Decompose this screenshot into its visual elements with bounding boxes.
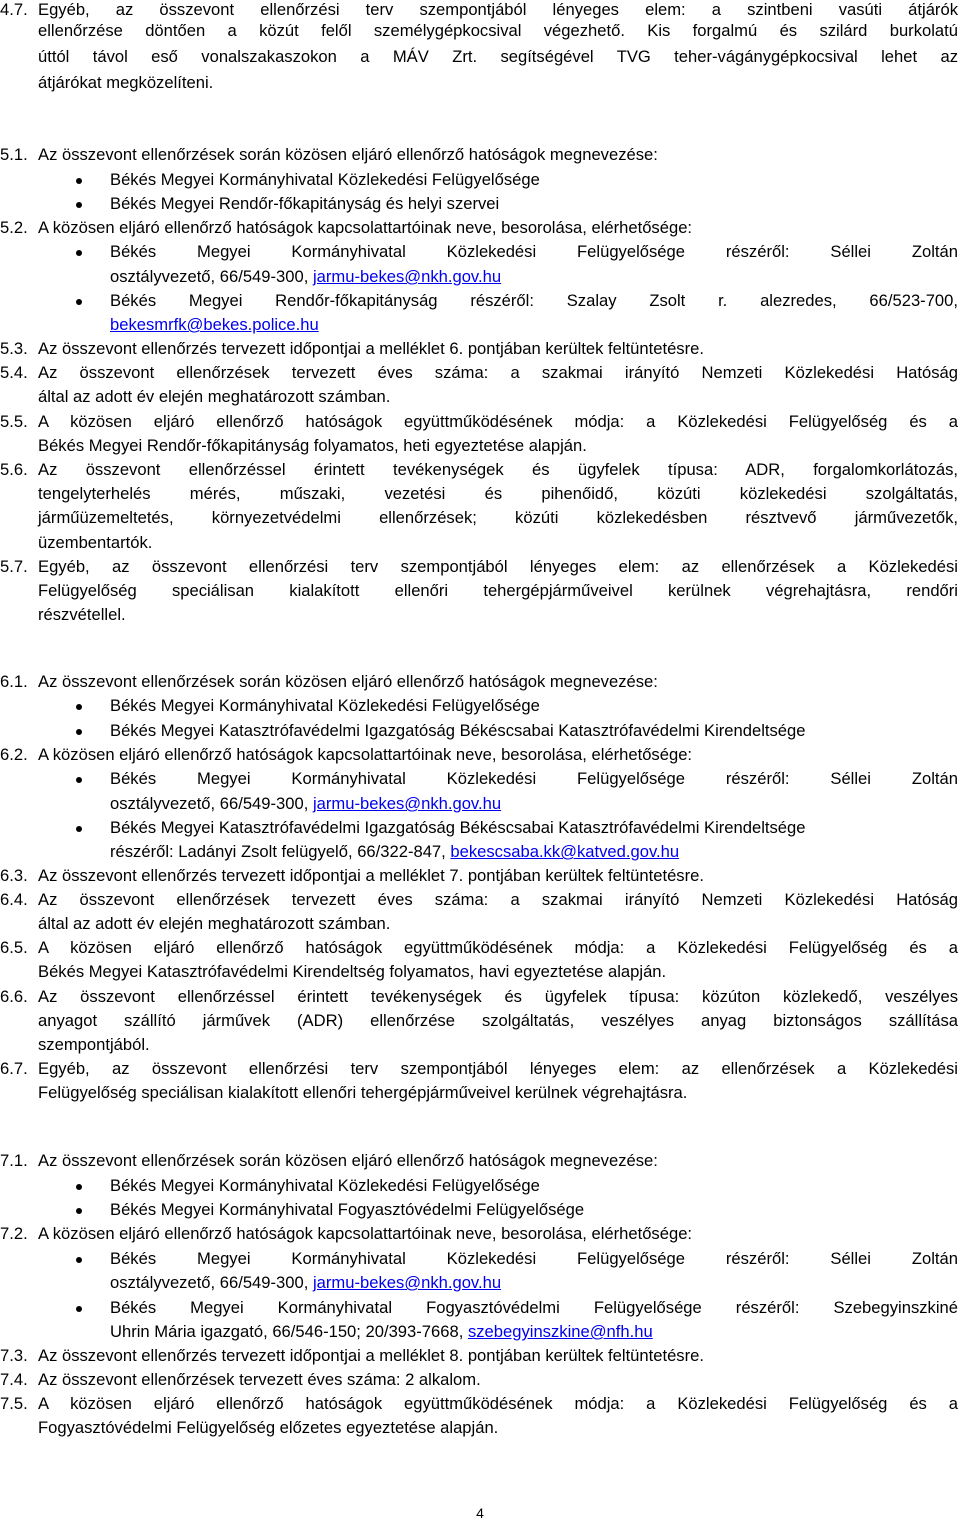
item-number: 6.6. — [0, 987, 28, 1006]
paragraph-line: úttól távol eső vonalszakaszokon a MÁV Zrt. segítségével TVG teher-vágánygépkocsival lehet az — [38, 47, 958, 66]
list-item — [0, 194, 960, 214]
page-number: 4 — [476, 1505, 484, 1521]
email-link[interactable]: jarmu-bekes@nkh.gov.hu — [312, 1273, 502, 1292]
list-item — [0, 242, 960, 262]
email-link[interactable]: bekescsaba.kk@katved.gov.hu — [450, 842, 680, 861]
item-number: 5.5. — [0, 412, 28, 431]
contact-line: Békés Megyei Kormányhivatal Fogyasztóvédelmi Felügyelősége részéről: Szebegyinszkiné — [110, 1298, 958, 1317]
section-5-6 — [0, 460, 960, 480]
item-number: 6.4. — [0, 890, 28, 909]
item-number: 7.3. — [0, 1346, 28, 1365]
list-item — [0, 1298, 960, 1318]
list-item — [0, 1249, 960, 1269]
bullet-icon — [76, 1306, 82, 1312]
section-5-1 — [0, 145, 960, 165]
section-6-2 — [0, 745, 960, 765]
email-link[interactable]: bekesmrfk@bekes.police.hu — [110, 315, 319, 334]
paragraph-line: Az összevont ellenőrzéssel érintett tevékenységek és ügyfelek típusa: közúton közlekedő, veszélyes — [38, 987, 958, 1006]
paragraph-line: Fogyasztóvédelmi Felügyelőség előzetes egyeztetése alapján. — [38, 1418, 499, 1437]
section-7-1 — [0, 1151, 960, 1171]
paragraph-line: Békés Megyei Katasztrófavédelmi Kirendeltség folyamatos, havi egyeztetése alapján. — [38, 962, 667, 981]
contact-line: Békés Megyei Rendőr-főkapitányság részéről: Szalay Zsolt r. alezredes, 66/523-700, — [110, 291, 958, 310]
paragraph-line: ellenőrzése döntően a közút felől személygépkocsival végezhető. Kis forgalmú és szilárd burkolatú — [38, 21, 958, 40]
paragraph-line: tengelyterhelés mérés, műszaki, vezetési és pihenőidő, közúti közlekedési szolgáltatás, — [38, 484, 958, 503]
authority-name: Békés Megyei Rendőr-főkapitányság és helyi szervei — [110, 194, 500, 213]
paragraph-line: anyagot szállító járművek (ADR) ellenőrzése szolgáltatás, veszélyes anyag biztonságos szállítása — [38, 1011, 958, 1030]
paragraph-line: A közösen eljáró ellenőrző hatóságok együttműködésének módja: a Közlekedési Felügyelőség és a — [38, 938, 958, 957]
item-heading: Az összevont ellenőrzések során közösen eljáró ellenőrző hatóságok megnevezése: — [38, 672, 658, 691]
item-heading: A közösen eljáró ellenőrző hatóságok kapcsolattartóinak neve, besorolása, elérhetősége: — [38, 218, 693, 237]
item-number: 5.4. — [0, 363, 28, 382]
item-number: 4.7. — [0, 0, 28, 19]
contact-line: részéről: Ladányi Zsolt felügyelő, 66/322-847, — [110, 842, 446, 861]
list-item — [0, 721, 960, 741]
paragraph-line: Felügyelőség speciálisan kialakított ellenőri tehergépjárműveivel kerülnek végrehajtásra, rendőri — [38, 581, 958, 600]
list-item — [0, 291, 960, 311]
paragraph-line: A közösen eljáró ellenőrző hatóságok együttműködésének módja: a Közlekedési Felügyelőség és a — [38, 412, 958, 431]
paragraph-line: által az adott év elején meghatározott számban. — [38, 387, 391, 406]
email-link[interactable]: jarmu-bekes@nkh.gov.hu — [312, 267, 502, 286]
section-6-7 — [0, 1059, 960, 1079]
paragraph-line: Az összevont ellenőrzések tervezett éves száma: 2 alkalom. — [38, 1370, 481, 1389]
list-item — [0, 1200, 960, 1220]
email-link[interactable]: szebegyinszkine@nfh.hu — [467, 1322, 653, 1341]
paragraph-line: részvétellel. — [38, 605, 126, 624]
section-7-3 — [0, 1346, 960, 1366]
contact-line: osztályvezető, 66/549-300, — [110, 1273, 309, 1292]
section-6-5 — [0, 938, 960, 958]
authority-name: Békés Megyei Kormányhivatal Közlekedési Felügyelősége — [110, 696, 540, 715]
item-heading: A közösen eljáró ellenőrző hatóságok kapcsolattartóinak neve, besorolása, elérhetősége: — [38, 745, 693, 764]
item-number: 7.4. — [0, 1370, 28, 1389]
item-number: 6.3. — [0, 866, 28, 885]
item-number: 5.6. — [0, 460, 28, 479]
bullet-icon — [76, 1257, 82, 1263]
item-number: 7.2. — [0, 1224, 28, 1243]
bullet-icon — [76, 729, 82, 735]
bullet-icon — [76, 250, 82, 256]
section-7-4 — [0, 1370, 960, 1390]
list-item — [0, 818, 960, 838]
bullet-icon — [76, 704, 82, 710]
list-item — [0, 1176, 960, 1196]
item-number: 6.5. — [0, 938, 28, 957]
section-7-2 — [0, 1224, 960, 1244]
item-heading: A közösen eljáró ellenőrző hatóságok kapcsolattartóinak neve, besorolása, elérhetősége: — [38, 1224, 693, 1243]
section-7-5 — [0, 1394, 960, 1414]
section-5-3 — [0, 339, 960, 359]
bullet-icon — [76, 178, 82, 184]
item-number: 6.2. — [0, 745, 28, 764]
section-5-5 — [0, 412, 960, 432]
paragraph-line: Egyéb, az összevont ellenőrzési terv szempontjából lényeges elem: az ellenőrzések a Közlekedési — [38, 557, 958, 576]
item-number: 7.5. — [0, 1394, 28, 1413]
list-item — [0, 769, 960, 789]
item-number: 6.7. — [0, 1059, 28, 1078]
bullet-icon — [76, 826, 82, 832]
item-number: 5.3. — [0, 339, 28, 358]
paragraph-line: szempontjából. — [38, 1035, 150, 1054]
section-6-3 — [0, 866, 960, 886]
contact-line: Békés Megyei Kormányhivatal Közlekedési Felügyelősége részéről: Séllei Zoltán — [110, 769, 958, 788]
item-number: 5.2. — [0, 218, 28, 237]
paragraph-line: Egyéb, az összevont ellenőrzési terv szempontjából lényeges elem: a szintbeni vasúti átjárók — [38, 0, 958, 19]
item-heading: Az összevont ellenőrzések során közösen eljáró ellenőrző hatóságok megnevezése: — [38, 1151, 658, 1170]
paragraph-line: Az összevont ellenőrzés tervezett időpontjai a melléklet 7. pontjában kerültek feltüntetésre. — [38, 866, 704, 885]
contact-line: osztályvezető, 66/549-300, — [110, 267, 309, 286]
list-item — [0, 696, 960, 716]
section-5-7 — [0, 557, 960, 577]
section-5-4 — [0, 363, 960, 383]
paragraph-line: A közösen eljáró ellenőrző hatóságok együttműködésének módja: a Közlekedési Felügyelőség és a — [38, 1394, 958, 1413]
section-6-1 — [0, 672, 960, 692]
authority-name: Békés Megyei Katasztrófavédelmi Igazgatóság Békéscsabai Katasztrófavédelmi Kirendeltsége — [110, 721, 806, 740]
paragraph-line: Az összevont ellenőrzéssel érintett tevékenységek és ügyfelek típusa: ADR, forgalomkorlátozás, — [38, 460, 958, 479]
item-heading: Az összevont ellenőrzések során közösen eljáró ellenőrző hatóságok megnevezése: — [38, 145, 658, 164]
paragraph-line: járműüzemeltetés, környezetvédelmi ellenőrzések; közúti közlekedésben résztvevő járművezetők, — [38, 508, 958, 527]
paragraph-line: üzembentartók. — [38, 533, 153, 552]
contact-line: Békés Megyei Kormányhivatal Közlekedési Felügyelősége részéről: Séllei Zoltán — [110, 1249, 958, 1268]
authority-name: Békés Megyei Kormányhivatal Közlekedési Felügyelősége — [110, 1176, 540, 1195]
authority-name: Békés Megyei Kormányhivatal Fogyasztóvédelmi Felügyelősége — [110, 1200, 585, 1219]
item-number: 5.7. — [0, 557, 28, 576]
paragraph-line: átjárókat megközelíteni. — [38, 73, 214, 92]
paragraph-line: Az összevont ellenőrzések tervezett éves száma: a szakmai irányító Nemzeti Közlekedési Hatóság — [38, 890, 958, 909]
list-item — [0, 170, 960, 190]
contact-line: Békés Megyei Kormányhivatal Közlekedési Felügyelősége részéről: Séllei Zoltán — [110, 242, 958, 261]
item-number: 6.1. — [0, 672, 28, 691]
section-6-4 — [0, 890, 960, 910]
paragraph-line: által az adott év elején meghatározott számban. — [38, 914, 391, 933]
contact-line: osztályvezető, 66/549-300, — [110, 794, 309, 813]
bullet-icon — [76, 299, 82, 305]
contact-line: Békés Megyei Katasztrófavédelmi Igazgatóság Békéscsabai Katasztrófavédelmi Kirendeltsége — [110, 818, 806, 837]
bullet-icon — [76, 777, 82, 783]
authority-name: Békés Megyei Kormányhivatal Közlekedési Felügyelősége — [110, 170, 540, 189]
section-5-2 — [0, 218, 960, 238]
item-number: 5.1. — [0, 145, 28, 164]
bullet-icon — [76, 202, 82, 208]
contact-line: Uhrin Mária igazgató, 66/546-150; 20/393-7668, — [110, 1322, 464, 1341]
paragraph-line: Az összevont ellenőrzések tervezett éves száma: a szakmai irányító Nemzeti Közlekedési Hatóság — [38, 363, 958, 382]
bullet-icon — [76, 1184, 82, 1190]
section-6-6 — [0, 987, 960, 1007]
email-link[interactable]: jarmu-bekes@nkh.gov.hu — [312, 794, 502, 813]
paragraph-line: Az összevont ellenőrzés tervezett időpontjai a melléklet 6. pontjában kerültek feltüntetésre. — [38, 339, 704, 358]
section-4-7 — [0, 0, 960, 20]
paragraph-line: Az összevont ellenőrzés tervezett időpontjai a melléklet 8. pontjában kerültek feltüntetésre. — [38, 1346, 704, 1365]
paragraph-line: Felügyelőség speciálisan kialakított ellenőri tehergépjárműveivel kerülnek végrehajtásra. — [38, 1083, 688, 1102]
item-number: 7.1. — [0, 1151, 28, 1170]
bullet-icon — [76, 1208, 82, 1214]
paragraph-line: Egyéb, az összevont ellenőrzési terv szempontjából lényeges elem: az ellenőrzések a Közlekedési — [38, 1059, 958, 1078]
paragraph-line: Békés Megyei Rendőr-főkapitányság folyamatos, heti egyeztetése alapján. — [38, 436, 587, 455]
